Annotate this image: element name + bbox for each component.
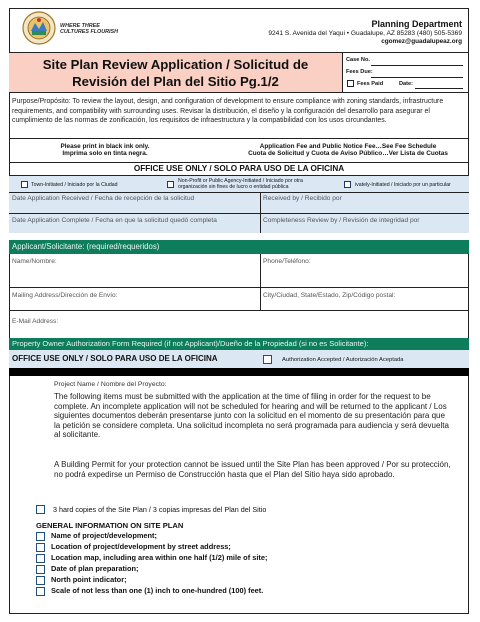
non-profit-label-2: organización sin fines de lucro o entidad pública [178,184,289,190]
town-initiated-label: Town-Initiated / Iniciado por la Ciudad [31,182,118,188]
title-block [9,52,342,93]
checklist-item: North point indicator; [51,575,127,584]
office-use-options-row [9,175,469,193]
black-separator-bar [9,368,469,376]
project-name-field[interactable]: Project Name / Nombre del Proyecto: [54,381,167,388]
privately-initiated-label: ivately-Initiated / Iniciado por un particular [355,182,451,188]
fee-instruction-es: Cuota de Solicitud y Cuota de Aviso Público…Ver Lista de Cuotas [248,150,448,158]
privately-initiated-checkbox[interactable] [344,181,351,188]
case-no-label: Case No. [346,57,370,63]
completeness-review-field[interactable]: Completeness Review by / Revisión de integridad por [263,217,420,224]
received-by-field[interactable]: Received by / Recibido por [263,195,342,202]
owner-auth-header: Property Owner Authorization Form Required (if not Applicant)/Dueño de la Propiedad (si no es Solicitante): [12,339,369,348]
checklist-checkbox[interactable] [36,543,45,552]
logo-tagline-1: WHERE THREE [60,23,100,29]
department-address: 9241 S. Avenida del Yaqui • Guadalupe, AZ 85283 (480) 505-5369 [268,30,462,37]
hard-copies-label: 3 hard copies of the Site Plan / 3 copias impresas del Plan del Sitio [53,505,267,514]
authorization-accepted-checkbox[interactable] [263,355,272,364]
applicant-header-bar [9,240,469,254]
general-info-title: GENERAL INFORMATION ON SITE PLAN [36,521,184,530]
fees-paid-label: Fees Paid [357,81,384,87]
purpose-text: Purpose/Propósito: To review the layout, design, and configuration of development to ensure compliance with zoning standards, infrastructure requirements, and compatibility with surrounding uses. Revisar la distribución, el diseño y la configuración del desarrollo para asegurar el cumplimiento de las normas de zonificación, los requisitos de infraestructura y la compatibilidad con los usos circundantes. [12,98,444,125]
case-box [342,52,469,93]
fees-due-label: Fees Due: [346,69,373,75]
authorization-accepted-label: Authorization Accepted / Autorización Aceptada [282,357,404,363]
checklist-item: Location map, including area within one half (1/2) mile of site; [51,553,268,562]
checklist-checkbox[interactable] [36,576,45,585]
building-permit-notice: A Building Permit for your protection cannot be issued until the Site Plan has been approved / Por su protección, no podrá expedirse un Permiso de Construcción hasta que el Plan del Sitio haya sido aprobado. [54,460,451,479]
email-field[interactable]: E-Mail Address: [12,318,59,325]
city-state-zip-field[interactable]: City/Ciudad, State/Estado, Zip/Código postal: [263,292,396,299]
town-seal-logo [22,11,56,45]
checklist-item: Date of plan preparation; [51,564,139,573]
form-title-line-1: Site Plan Review Application / Solicitud de [42,57,309,72]
date-label: Date: [399,81,413,87]
non-profit-label-1: Non-Profit or Public Agency-Initiated / Iniciado por otra [178,178,303,184]
checklist-item: Location of project/development by street address; [51,542,231,551]
owner-auth-header-bar [9,338,469,350]
checklist-checkbox[interactable] [36,565,45,574]
mailing-address-field[interactable]: Mailing Address/Dirección de Envío: [12,292,118,299]
checklist-checkbox[interactable] [36,554,45,563]
name-field[interactable]: Name/Nombre: [12,258,57,265]
checklist-item: Scale of not less than one (1) inch to one-hundred (100) feet. [51,586,264,595]
non-profit-initiated-checkbox[interactable] [167,181,174,188]
checklist-checkbox[interactable] [36,532,45,541]
date-complete-field[interactable]: Date Application Complete / Fecha en que la solicitud quedó completa [12,217,217,224]
owner-office-use-title: OFFICE USE ONLY / SOLO PARA USO DE LA OFICINA [12,354,218,363]
ink-instruction-es: Imprima solo en tinta negra. [62,150,148,158]
department-name: Planning Department [371,19,462,29]
office-use-title: OFFICE USE ONLY / SOLO PARA USO DE LA OFICINA [133,164,345,173]
phone-field[interactable]: Phone/Teléfono: [263,258,311,265]
date-received-field[interactable]: Date Application Received / Fecha de recepción de la solicitud [12,195,195,202]
fees-paid-checkbox[interactable] [347,80,354,87]
fee-instruction-en: Application Fee and Public Notice Fee…See Fee Schedule [259,143,437,150]
form-title-line-2: Revisión del Plan del Sitio Pg.1/2 [72,74,279,89]
hard-copies-checkbox[interactable] [36,505,45,514]
ink-instruction-en: Please print in black ink only. [60,143,150,150]
town-initiated-checkbox[interactable] [21,181,28,188]
applicant-header: Applicant/Solicitante: (required/requeridos) [12,242,160,251]
submission-requirements-text: The following items must be submitted with the application at the time of filing in order for the request to be complete. An incomplete application will not be scheduled for hearing and will be returned to the applicant / Los siguientes documentos deberán presentarse junto con la solicitud en el momento de su presentación para que la petición se considere completa. Una solicitud incompleta no será programada para audiencia y será devuelta al solicitante. [54,392,449,440]
checklist-checkbox[interactable] [36,587,45,596]
department-email[interactable]: cgomez@guadalupeaz.org [381,38,462,45]
logo-tagline-2: CULTURES FLOURISH [60,29,118,36]
checklist-item: Name of project/development; [51,531,157,540]
owner-auth-office-row [9,350,469,368]
